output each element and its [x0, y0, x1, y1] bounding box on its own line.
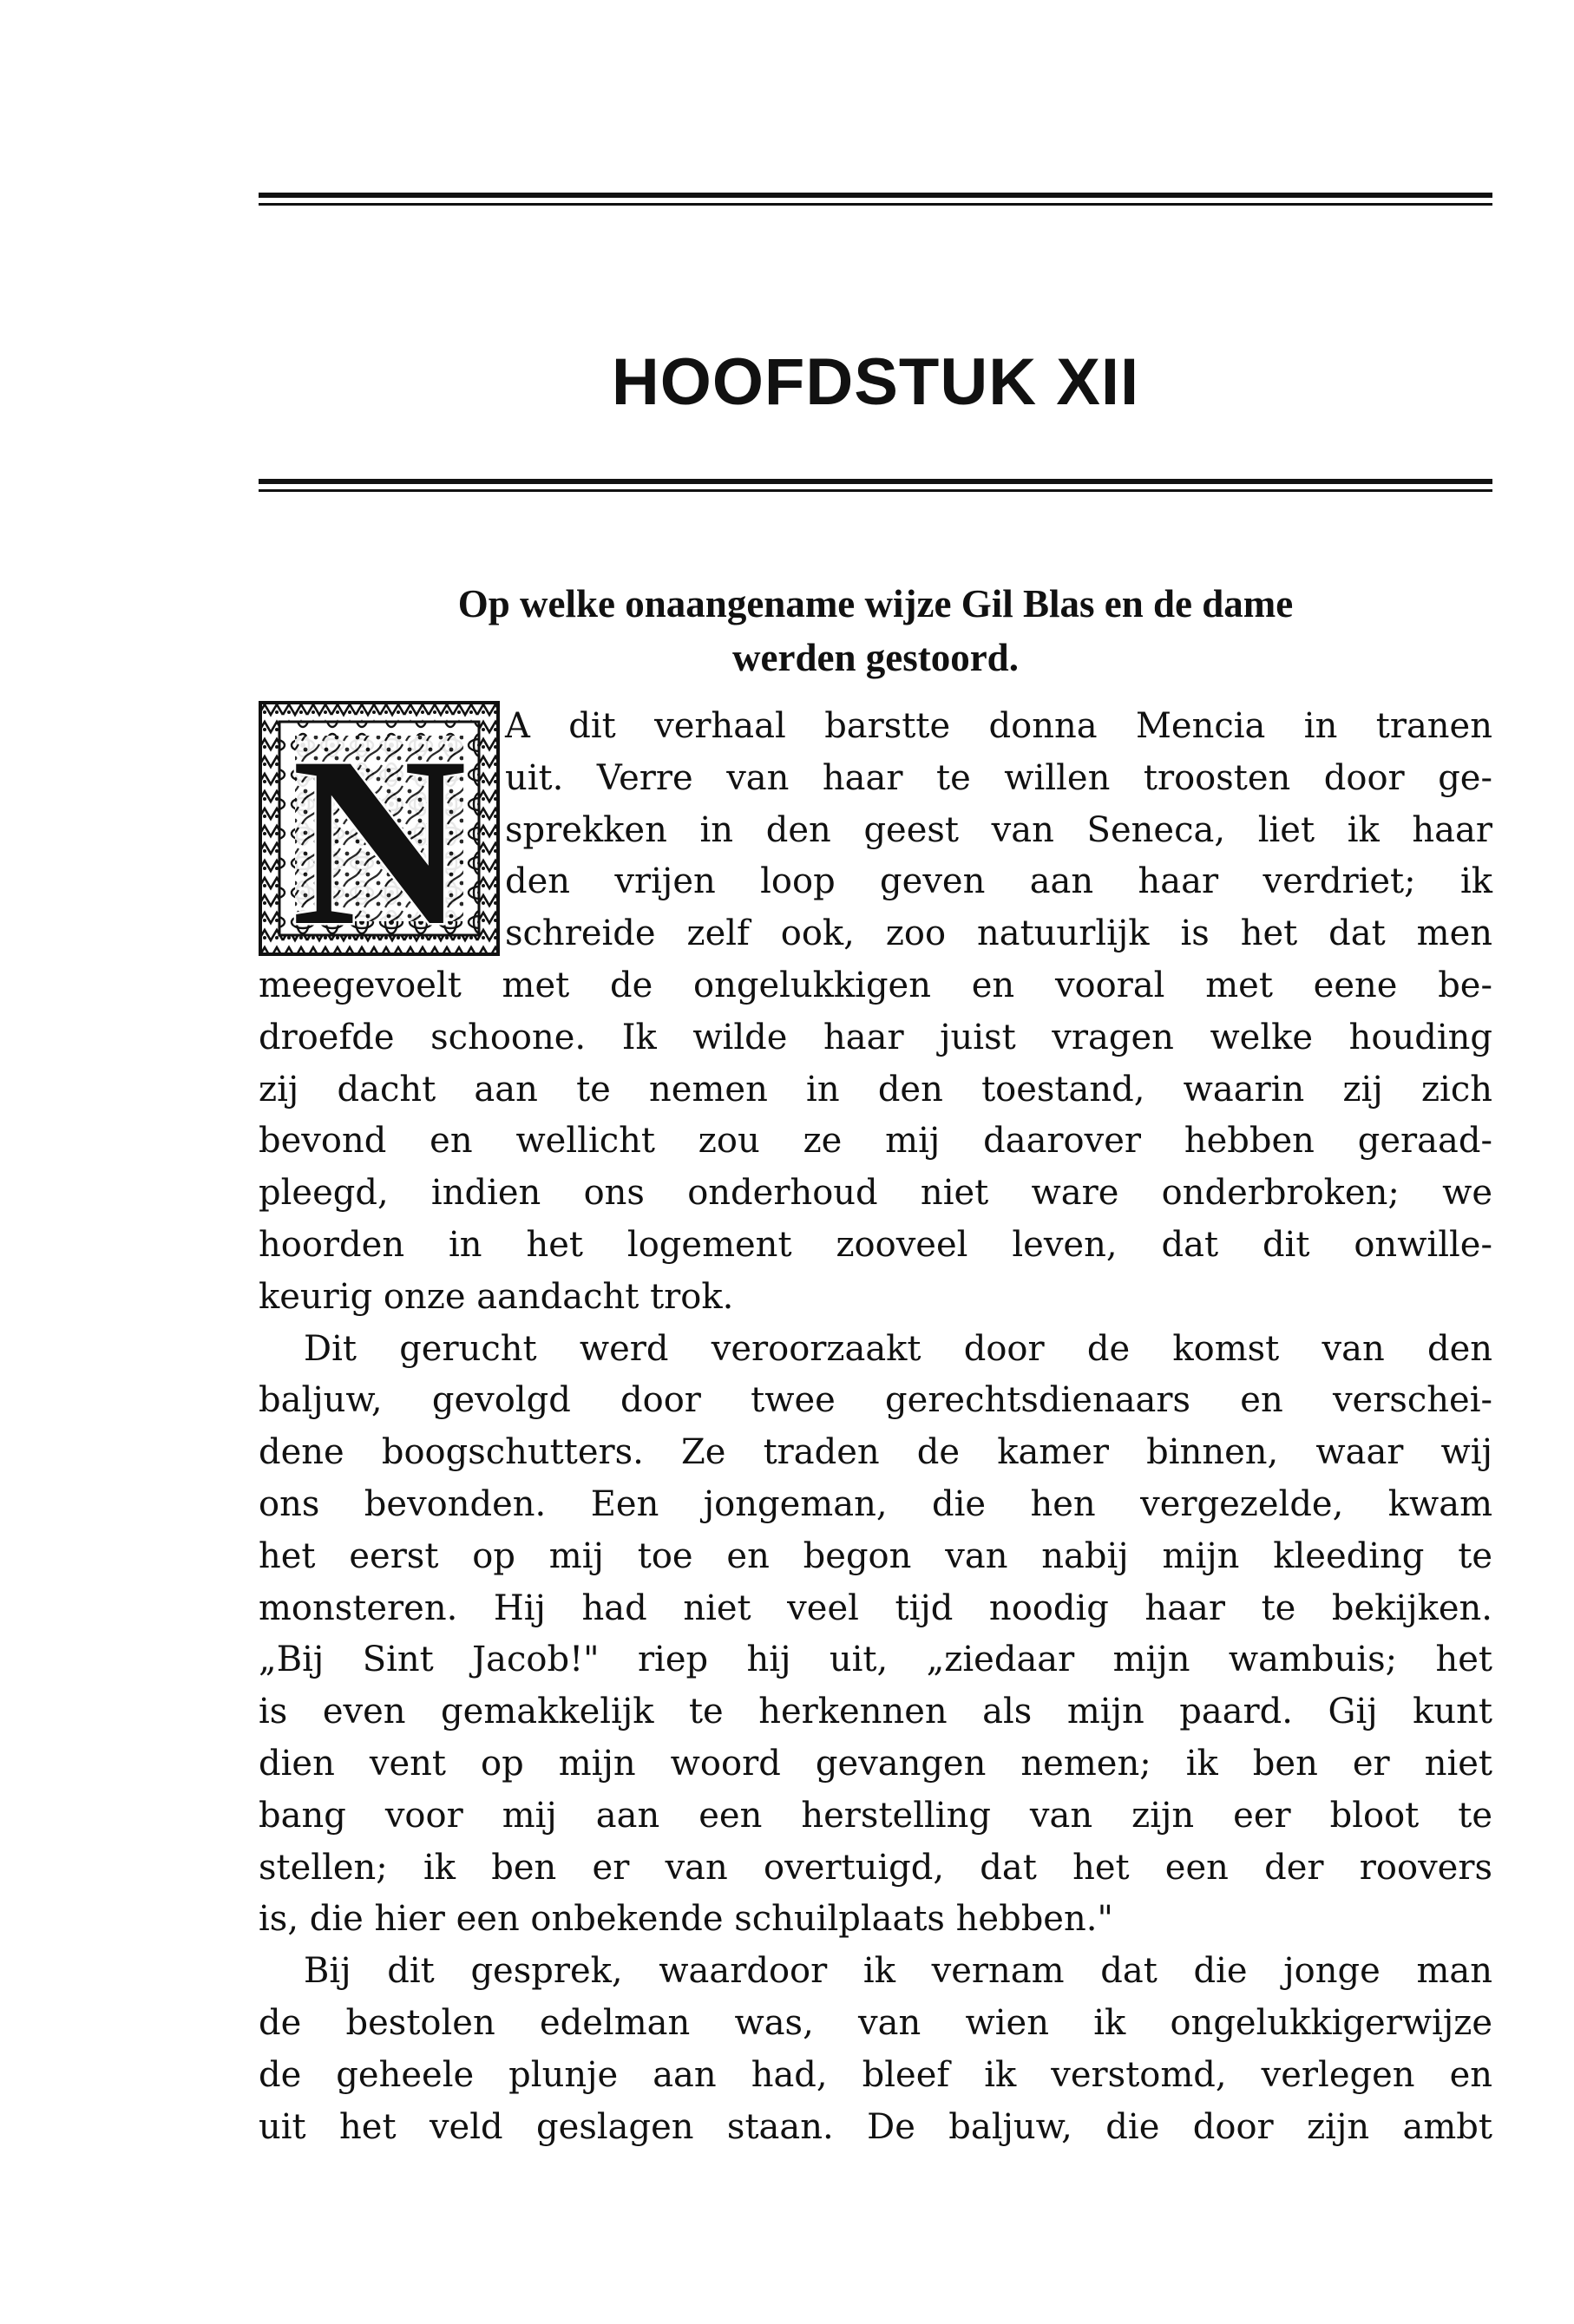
dropcap-letter: N [291, 706, 468, 956]
text-line: is even gemakkelijk te herkennen als mijn paard. Gij kunt [259, 1692, 1492, 1732]
subtitle-line-2: werden gestoord. [732, 636, 1019, 680]
text-line: pleegd, indien ons onderhoud niet ware onderbroken; we [259, 1173, 1492, 1214]
text-line: zij dacht aan te nemen in den toestand, waarin zij zich [259, 1069, 1492, 1110]
text-line: uit. Verre van haar te willen troosten door ge- [505, 757, 1492, 798]
chapter-subtitle [259, 577, 1492, 684]
subtitle-line-1: Op welke onaangename wijze Gil Blas en de dame [457, 582, 1294, 626]
text-line: keurig onze aandacht trok. [259, 1276, 734, 1317]
top-double-rule [259, 193, 1492, 206]
text-line: meegevoelt met de ongelukkigen en vooral met eene be- [259, 965, 1492, 1005]
text-line: monsteren. Hij had niet veel tijd noodig haar te bekijken. [259, 1588, 1492, 1628]
text-line: bang voor mij aan een herstelling van zijn eer bloot te [259, 1795, 1492, 1836]
text-line: baljuw, gevolgd door twee gerechtsdienaars en verschei- [259, 1380, 1492, 1421]
text-line: bevond en wellicht zou ze mij daarover hebben geraad- [259, 1121, 1492, 1162]
text-line: droefde schoone. Ik wilde haar juist vragen welke houding [259, 1017, 1492, 1057]
text-line: „Bij Sint Jacob!" riep hij uit, „ziedaar mijn wambuis; het [259, 1640, 1492, 1680]
text-line: hoorden in het logement zooveel leven, dat dit onwille- [259, 1224, 1492, 1265]
text-line: sprekken in den geest van Seneca, liet ik haar [505, 809, 1492, 850]
text-line: dien vent op mijn woord gevangen nemen; ik ben er niet [259, 1743, 1492, 1784]
text-line: ons bevonden. Een jongeman, die hen vergezelde, kwam [259, 1483, 1492, 1524]
bottom-double-rule [259, 479, 1492, 492]
text-line: den vrijen loop geven aan haar verdriet; ik [505, 861, 1492, 902]
text-line: het eerst op mij toe en begon van nabij mijn kleeding te [259, 1535, 1492, 1576]
body-text [259, 701, 1492, 2153]
text-line: de geheele plunje aan had, bleef ik verstomd, verlegen en [259, 2054, 1492, 2095]
text-line: uit het veld geslagen staan. De baljuw, die door zijn ambt [259, 2106, 1492, 2147]
chapter-title: HOOFDSTUK XII [611, 344, 1140, 419]
text-line: Dit gerucht werd veroorzaakt door de komst van den [304, 1328, 1492, 1369]
text-line: schreide zelf ook, zoo natuurlijk is het dat men [505, 913, 1492, 954]
text-line: A dit verhaal barstte donna Mencia in tranen [505, 706, 1492, 746]
text-line: de bestolen edelman was, van wien ik ongelukkigerwijze [259, 2002, 1492, 2043]
text-line: stellen; ik ben er van overtuigd, dat het een der roovers [259, 1847, 1492, 1888]
text-line: Bij dit gesprek, waardoor ik vernam dat die jonge man [304, 1951, 1492, 1992]
text-line: dene boogschutters. Ze traden de kamer binnen, waar wij [259, 1432, 1492, 1473]
text-line: is, die hier een onbekende schuilplaats hebben." [259, 1899, 1113, 1940]
